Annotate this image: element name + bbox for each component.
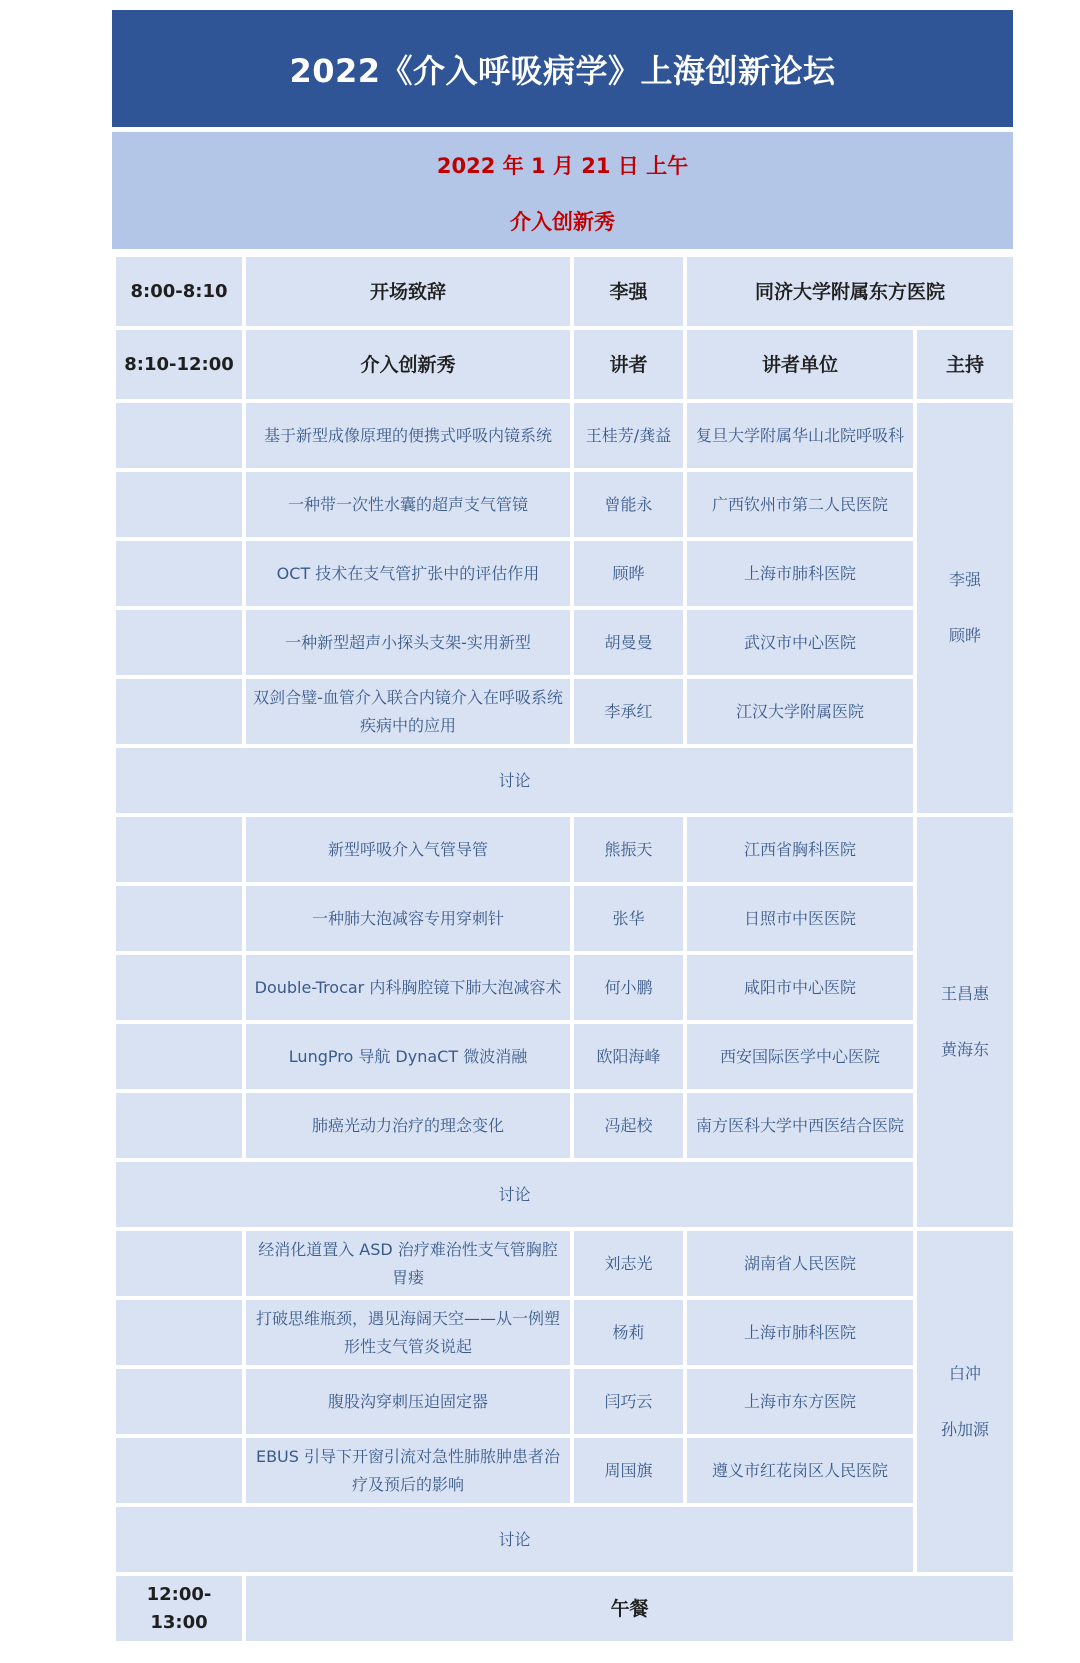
talk-row xyxy=(114,1022,1015,1091)
host-name: 顾晔 xyxy=(949,626,982,645)
speaker-cell: 何小鹏 xyxy=(572,953,685,1022)
talk-row xyxy=(114,1436,1015,1505)
speaker-cell: 曾能永 xyxy=(572,470,685,539)
unit-cell: 广西钦州市第二人民医院 xyxy=(685,470,915,539)
unit-cell: 同济大学附属东方医院 xyxy=(685,255,1015,328)
speaker-cell: 张华 xyxy=(572,884,685,953)
talk-row xyxy=(114,1091,1015,1160)
talk-row xyxy=(114,815,1015,884)
time-cell xyxy=(114,401,244,470)
time-cell: 12:00-13:00 xyxy=(114,1574,244,1643)
unit-cell: 上海市肺科医院 xyxy=(685,1298,915,1367)
topic-cell: 打破思维瓶颈，遇见海阔天空——从一例塑形性支气管炎说起 xyxy=(244,1298,572,1367)
lunch-row xyxy=(114,1574,1015,1643)
time-cell xyxy=(114,1022,244,1091)
schedule-table xyxy=(112,253,1017,1645)
host-cell xyxy=(915,1229,1015,1574)
speaker-cell: 李承红 xyxy=(572,677,685,746)
speaker-cell: 欧阳海峰 xyxy=(572,1022,685,1091)
unit-cell: 复旦大学附属华山北院呼吸科 xyxy=(685,401,915,470)
time-cell xyxy=(114,539,244,608)
time-cell xyxy=(114,1229,244,1298)
column-header-unit: 讲者单位 xyxy=(685,328,915,401)
time-cell xyxy=(114,953,244,1022)
topic-cell: 肺癌光动力治疗的理念变化 xyxy=(244,1091,572,1160)
talk-row xyxy=(114,1367,1015,1436)
unit-cell: 江汉大学附属医院 xyxy=(685,677,915,746)
discussion-row xyxy=(114,746,1015,815)
unit-cell: 湖南省人民医院 xyxy=(685,1229,915,1298)
unit-cell: 江西省胸科医院 xyxy=(685,815,915,884)
host-name: 王昌惠 xyxy=(941,984,990,1003)
unit-cell: 上海市东方医院 xyxy=(685,1367,915,1436)
time-cell xyxy=(114,1367,244,1436)
topic-cell: 双剑合璧-血管介入联合内镜介入在呼吸系统疾病中的应用 xyxy=(244,677,572,746)
time-cell xyxy=(114,470,244,539)
date-label: 2022 年 1 月 21 日 上午 xyxy=(436,154,689,178)
discussion-row xyxy=(114,1160,1015,1229)
time-cell xyxy=(114,884,244,953)
time-cell: 8:00-8:10 xyxy=(114,255,244,328)
topic-cell: 经消化道置入 ASD 治疗难治性支气管胸腔胃瘘 xyxy=(244,1229,572,1298)
speaker-cell: 周国旗 xyxy=(572,1436,685,1505)
discussion-cell: 讨论 xyxy=(114,746,915,815)
talk-row xyxy=(114,470,1015,539)
opening-row xyxy=(114,255,1015,328)
time-cell xyxy=(114,608,244,677)
topic-cell: 一种新型超声小探头支架-实用新型 xyxy=(244,608,572,677)
topic-cell: 腹股沟穿刺压迫固定器 xyxy=(244,1367,572,1436)
talk-row xyxy=(114,1298,1015,1367)
discussion-row xyxy=(114,1505,1015,1574)
host-name: 孙加源 xyxy=(941,1419,990,1439)
column-header-host: 主持 xyxy=(915,328,1015,401)
unit-cell: 日照市中医医院 xyxy=(685,884,915,953)
speaker-cell: 杨莉 xyxy=(572,1298,685,1367)
unit-cell: 南方医科大学中西医结合医院 xyxy=(685,1091,915,1160)
unit-cell: 咸阳市中心医院 xyxy=(685,953,915,1022)
speaker-cell: 胡曼曼 xyxy=(572,608,685,677)
time-cell xyxy=(114,815,244,884)
speaker-cell: 刘志光 xyxy=(572,1229,685,1298)
time-cell xyxy=(114,1436,244,1505)
speaker-cell: 顾晔 xyxy=(572,539,685,608)
speaker-cell: 熊振天 xyxy=(572,815,685,884)
speaker-cell: 王桂芳/龚益 xyxy=(572,401,685,470)
topic-cell: 一种带一次性水囊的超声支气管镜 xyxy=(244,470,572,539)
host-cell xyxy=(915,815,1015,1229)
lunch-cell: 午餐 xyxy=(244,1574,1015,1643)
talk-row xyxy=(114,539,1015,608)
host-name: 黄海东 xyxy=(941,1040,990,1059)
host-name: 白冲 xyxy=(949,1363,982,1383)
topic-cell: LungPro 导航 DynaCT 微波消融 xyxy=(244,1022,572,1091)
speaker-cell: 冯起校 xyxy=(572,1091,685,1160)
unit-cell: 西安国际医学中心医院 xyxy=(685,1022,915,1091)
topic-cell: 基于新型成像原理的便携式呼吸内镜系统 xyxy=(244,401,572,470)
host-name: 李强 xyxy=(949,570,982,589)
time-cell xyxy=(114,1091,244,1160)
title-banner xyxy=(112,10,1013,127)
discussion-cell: 讨论 xyxy=(114,1505,915,1574)
time-cell xyxy=(114,1298,244,1367)
talk-row xyxy=(114,953,1015,1022)
speaker-cell: 李强 xyxy=(572,255,685,328)
talk-row xyxy=(114,677,1015,746)
unit-cell: 武汉市中心医院 xyxy=(685,608,915,677)
topic-cell: EBUS 引导下开窗引流对急性肺脓肿患者治疗及预后的影响 xyxy=(244,1436,572,1505)
topic-cell: 一种肺大泡减容专用穿刺针 xyxy=(244,884,572,953)
time-cell xyxy=(114,677,244,746)
talk-row xyxy=(114,401,1015,470)
time-cell: 8:10-12:00 xyxy=(114,328,244,401)
discussion-cell: 讨论 xyxy=(114,1160,915,1229)
speaker-cell: 闫巧云 xyxy=(572,1367,685,1436)
talk-row xyxy=(114,884,1015,953)
unit-cell: 遵义市红花岗区人民医院 xyxy=(685,1436,915,1505)
topic-cell: 新型呼吸介入气管导管 xyxy=(244,815,572,884)
column-header-topic: 介入创新秀 xyxy=(244,328,572,401)
talk-row xyxy=(114,1229,1015,1298)
column-header-speaker: 讲者 xyxy=(572,328,685,401)
topic-cell: Double-Trocar 内科胸腔镜下肺大泡减容术 xyxy=(244,953,572,1022)
unit-cell: 上海市肺科医院 xyxy=(685,539,915,608)
topic-cell: 开场致辞 xyxy=(244,255,572,328)
theme-label: 介入创新秀 xyxy=(510,210,615,234)
date-banner xyxy=(112,132,1013,249)
host-cell xyxy=(915,401,1015,815)
talk-row xyxy=(114,608,1015,677)
topic-cell: OCT 技术在支气管扩张中的评估作用 xyxy=(244,539,572,608)
page-title: 2022《介入呼吸病学》上海创新论坛 xyxy=(289,51,836,90)
column-header-row xyxy=(114,328,1015,401)
